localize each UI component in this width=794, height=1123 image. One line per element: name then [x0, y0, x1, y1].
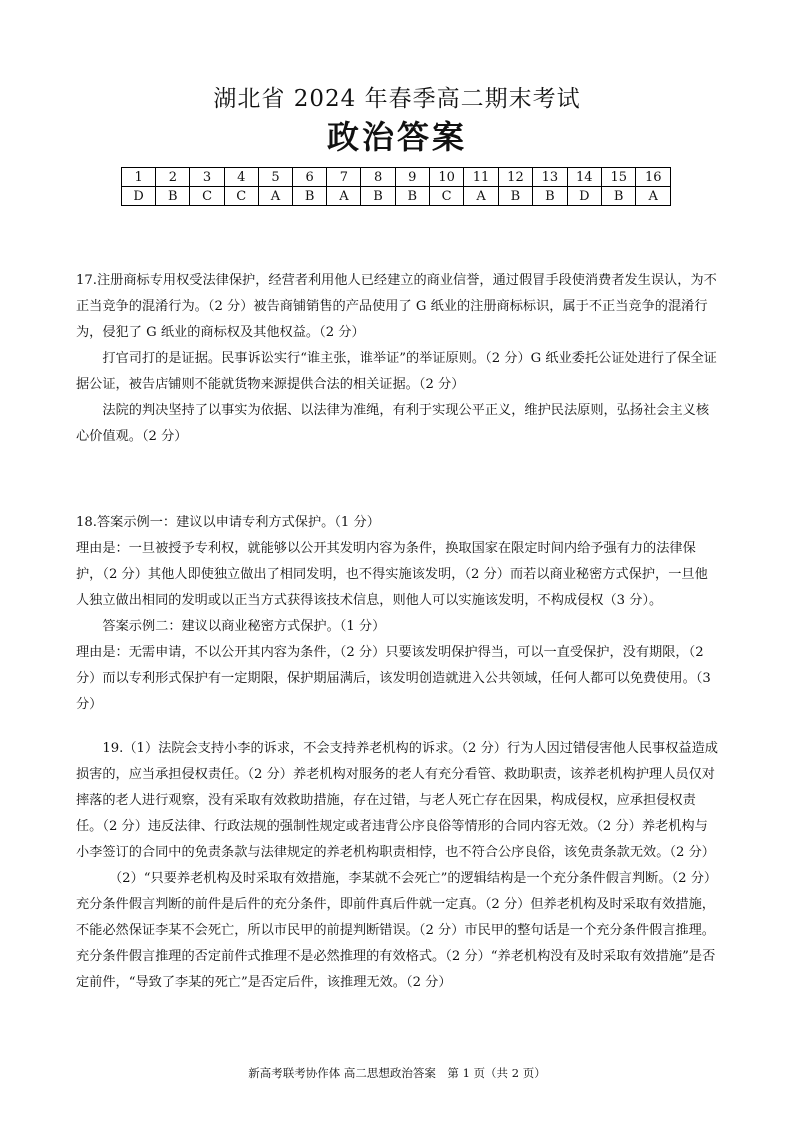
answer-letter: B	[293, 187, 327, 206]
page-subtitle: 政治答案	[326, 118, 467, 156]
answer-letter: D	[122, 187, 156, 206]
question-19-answer	[76, 736, 718, 996]
question-18-answer	[76, 510, 718, 718]
question-number: 15	[602, 168, 636, 187]
question-number: 12	[498, 168, 532, 187]
question-number: 2	[156, 168, 190, 187]
question-17-answer	[76, 268, 718, 450]
answer-letter: B	[498, 187, 532, 206]
question-number: 1	[122, 168, 156, 187]
question-number: 11	[464, 168, 498, 187]
answer-letter: A	[258, 187, 292, 206]
question-number: 4	[224, 168, 258, 187]
q17-paragraph-2: 打官司打的是证据。民事诉讼实行“谁主张，谁举证”的举证原则。（2 分）G 纸业委托公证处进行了保全证据公证，被告店铺则不能就货物来源提供合法的相关证据。（2 分）	[76, 351, 717, 392]
question-number: 7	[327, 168, 361, 187]
q18-paragraph-3: 答案示例二：建议以商业秘密方式保护。（1 分）	[102, 619, 386, 634]
answer-letter: A	[327, 187, 361, 206]
answer-letter: C	[224, 187, 258, 206]
answer-letter-row	[122, 187, 671, 206]
question-number: 8	[361, 168, 395, 187]
answer-letter: B	[361, 187, 395, 206]
answer-letter: B	[602, 187, 636, 206]
question-number: 3	[190, 168, 224, 187]
question-number: 6	[293, 168, 327, 187]
question-number: 9	[395, 168, 429, 187]
answer-table	[121, 167, 671, 206]
q17-paragraph-1: 17.注册商标专用权受法律保护，经营者利用他人已经建立的商业信誉，通过假冒手段使消费者发生误认，为不正当竞争的混淆行为。（2 分）被告商铺销售的产品使用了 G 纸业的注册商标标识，属于不正当竞争的混淆行为，侵犯了 G 纸业的商标权及其他权益。（2 分）	[76, 273, 717, 340]
question-number: 16	[636, 168, 671, 187]
page-footer: 新高考联考协作体 高二思想政治答案 第 1 页（共 2 页）	[248, 1066, 546, 1080]
q19-paragraph-1: 19.（1）法院会支持小李的诉求，不会支持养老机构的诉求。（2 分）行为人因过错侵害他人民事权益造成损害的，应当承担侵权责任。（2 分）养老机构对服务的老人有充分看管、救助职责，该养老机构护理人员仅对摔落的老人进行观察，没有采取有效救助措施，存在过错，与老人死亡存在因果，构成侵权，应承担侵权责任。（2 分）违反法律、行政法规的强制性规定或者违背公序良俗等情形的合同内容无效。（2 分）养老机构与小李签订的合同中的免责条款与法律规定的养老机构职责相悖，也不符合公序良俗，该免责条款无效。（2 分）	[76, 741, 718, 860]
q18-paragraph-2: 理由是：一旦被授予专利权，就能够以公开其发明内容为条件，换取国家在限定时间内给予强有力的法律保护，（2 分）其他人即使独立做出了相同发明，也不得实施该发明，（2 分）而若以商业秘密方式保护，一旦他人独立做出相同的发明或以正当方式获得该技术信息，则他人可以实施该发明，不构成侵权（3 分）。	[76, 541, 708, 608]
answer-letter: A	[636, 187, 671, 206]
answer-letter: C	[429, 187, 463, 206]
question-number: 5	[258, 168, 292, 187]
q19-paragraph-2: （2）“只要养老机构及时采取有效措施，李某就不会死亡”的逻辑结构是一个充分条件假言判断。（2 分）充分条件假言判断的前件是后件的充分条件，即前件真后件就一定真。（2 分）但养老机构及时采取有效措施，不能必然保证李某不会死亡，所以市民甲的前提判断错误。（2 分）市民甲的整句话是一个充分条件假言推理。充分条件假言推理的否定前件式推理不是必然推理的有效格式。（2 分）“养老机构没有及时采取有效措施”是否定前件，“导致了李某的死亡”是否定后件，该推理无效。（2 分）	[76, 871, 718, 990]
question-number: 13	[533, 168, 567, 187]
q18-paragraph-1: 18.答案示例一：建议以申请专利方式保护。（1 分）	[76, 515, 380, 530]
q18-paragraph-4: 理由是：无需申请，不以公开其内容为条件，（2 分）只要该发明保护得当，可以一直受保护，没有期限，（2 分）而以专利形式保护有一定期限，保护期届满后，该发明创造就进入公共领域，任何人都可以免费使用。（3 分）	[76, 645, 711, 712]
answer-letter: B	[156, 187, 190, 206]
answer-letter: C	[190, 187, 224, 206]
answer-letter: D	[567, 187, 601, 206]
answer-letter: B	[395, 187, 429, 206]
answer-letter: B	[533, 187, 567, 206]
page-title: 湖北省 2024 年春季高二期末考试	[213, 86, 581, 112]
question-number: 10	[429, 168, 463, 187]
q17-paragraph-3: 法院的判决坚持了以事实为依据、以法律为准绳，有利于实现公平正义，维护民法原则，弘扬社会主义核心价值观。（2 分）	[76, 403, 710, 444]
question-number: 14	[567, 168, 601, 187]
answer-letter: A	[464, 187, 498, 206]
answer-number-row	[122, 168, 671, 187]
